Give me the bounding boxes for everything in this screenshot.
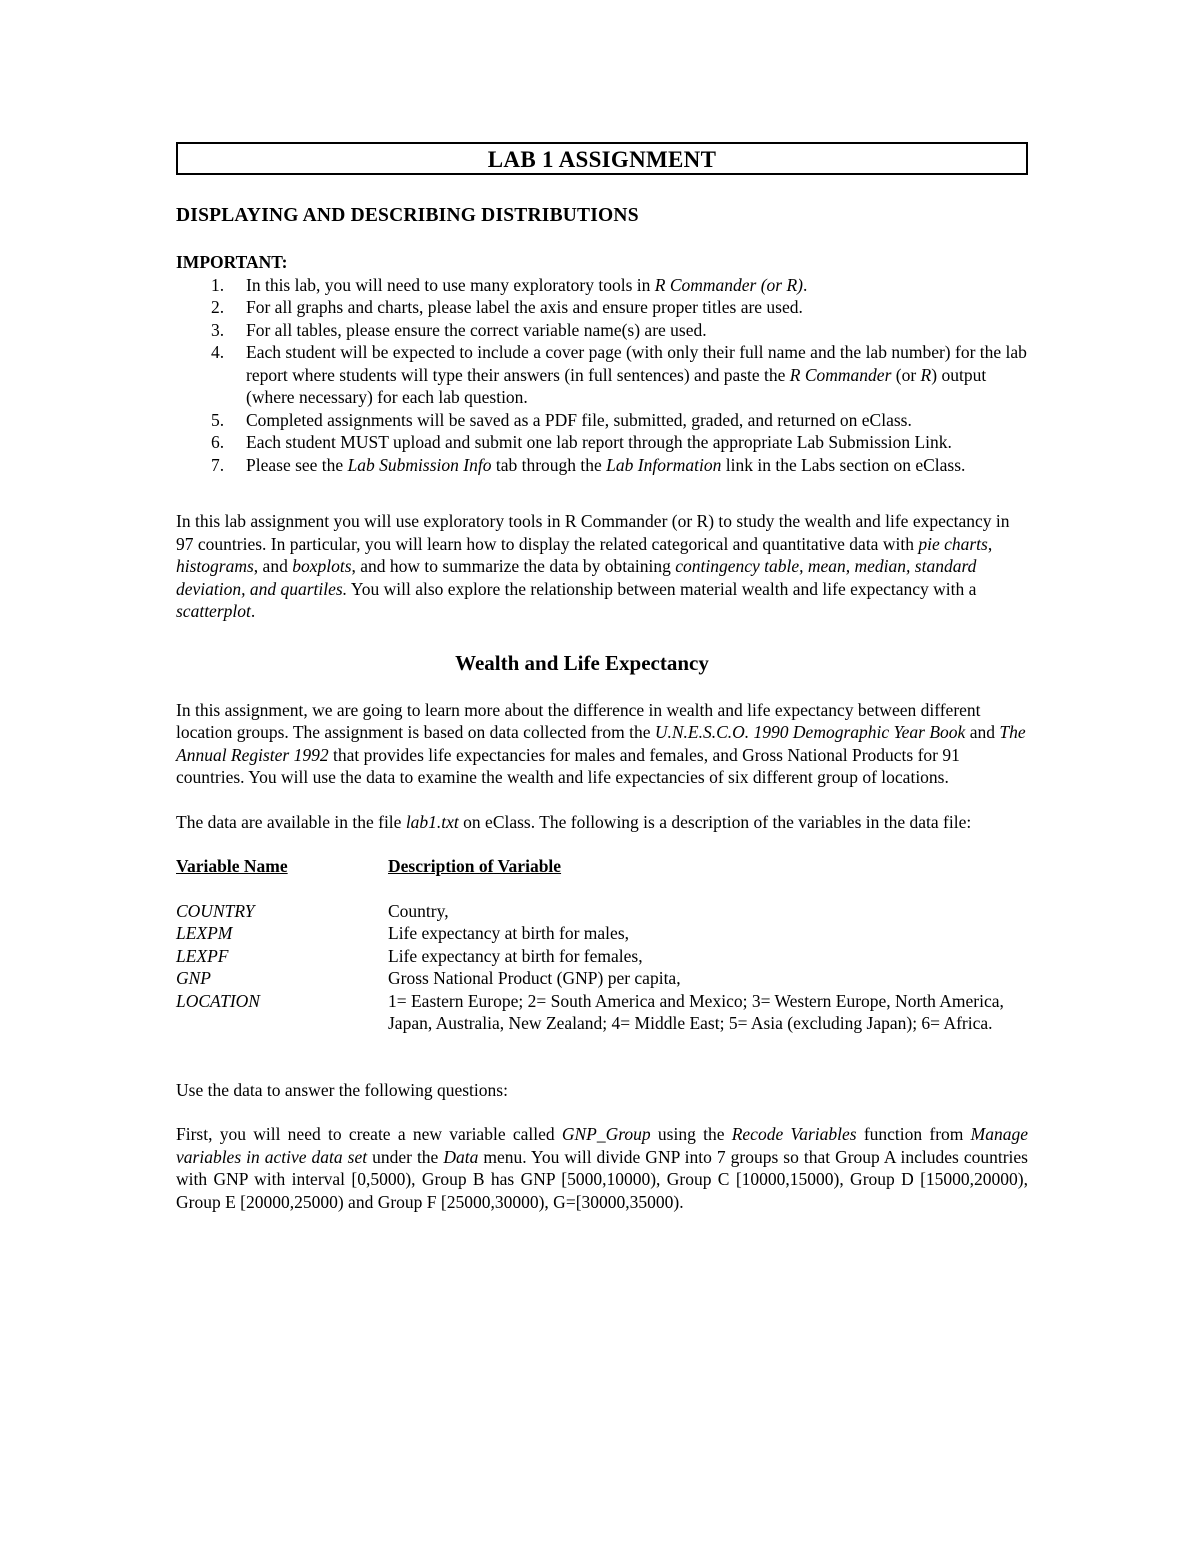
item-number: 1. (211, 274, 225, 295)
item-text: For all tables, please ensure the correct variable name(s) are used. (246, 319, 707, 340)
variable-name: COUNTRY (176, 900, 255, 921)
variable-name: GNP (176, 968, 211, 988)
important-item-6 (176, 431, 1028, 454)
questions-intro: Use the data to answer the following questions: (176, 1079, 508, 1100)
item-text-italic: R Commander (789, 364, 892, 385)
document-page (176, 142, 1028, 1213)
intro-paragraph: In this lab assignment you will use exploratory tools in R Commander (or R) to study the wealth and life expectancy in 97 countries. In particular, you will learn how to display the related categorical and quantitative data with pie charts, histograms, and boxplots, and how to summarize the data by obtaining contingency table, mean, median, standard deviation, and quartiles. You will also explore the relationship between material wealth and life expectancy with a scatterplot. (176, 511, 1010, 621)
item-text: ) output (where necessary) for each lab question. (246, 364, 987, 407)
header-description: Description of Variable (388, 856, 562, 876)
table-row (176, 900, 1028, 923)
variable-table-header (176, 855, 1028, 878)
section-heading: DISPLAYING AND DESCRIBING DISTRIBUTIONS (176, 205, 639, 226)
important-item-1 (176, 274, 1028, 297)
variable-rows (176, 900, 1028, 1035)
item-text: In this lab, you will need to use many exploratory tools in (246, 274, 655, 295)
header-variable-name: Variable Name (176, 856, 288, 876)
item-text: tab through the (491, 454, 607, 475)
item-text: Each student MUST upload and submit one lab report through the appropriate Lab Submission Link. (246, 432, 952, 452)
item-text: Each student will be expected to include a cover page (with only their full name and the lab number) for the lab report where students will type their answers (in full sentences) and paste the (246, 342, 1027, 385)
item-number: 6. (211, 432, 225, 452)
item-text: (or (891, 364, 921, 385)
item-number: 5. (211, 409, 225, 430)
item-text-italic: R (920, 364, 932, 385)
data-paragraph: The data are available in the file lab1.txt on eClass. The following is a description of the variables in the data file: (176, 811, 972, 832)
important-item-7 (176, 454, 1028, 477)
important-item-3 (176, 319, 1028, 342)
item-text-italic: Lab Submission Info (347, 454, 492, 475)
table-row (176, 990, 1028, 1035)
important-list (176, 274, 1028, 477)
variable-description: Life expectancy at birth for males, (388, 923, 630, 943)
item-number: 7. (211, 454, 225, 475)
variable-name: LEXPF (176, 945, 229, 966)
important-item-4 (176, 341, 1028, 409)
item-number: 2. (211, 297, 225, 317)
variable-description: 1= Eastern Europe; 2= South America and Mexico; 3= Western Europe, North America, Japan, Australia, New Zealand; 4= Middle East; 5= Asia (excluding Japan); 6= Africa. (388, 990, 1004, 1033)
table-row (176, 945, 1028, 968)
variable-description: Life expectancy at birth for females, (388, 945, 643, 966)
item-text-italic: Lab Information (606, 454, 722, 475)
item-text: For all graphs and charts, please label the axis and ensure proper titles are used. (246, 297, 803, 317)
important-item-5 (176, 409, 1028, 432)
table-row (176, 967, 1028, 990)
variable-description: Gross National Product (GNP) per capita, (388, 968, 681, 988)
table-row (176, 922, 1028, 945)
variable-name: LOCATION (176, 990, 260, 1011)
variable-description: Country, (388, 900, 449, 921)
variable-name: LEXPM (176, 923, 233, 943)
item-text: link in the Labs section on eClass. (721, 454, 966, 475)
important-label: IMPORTANT: (176, 252, 288, 272)
lab-title: LAB 1 ASSIGNMENT (176, 142, 1028, 175)
item-number: 3. (211, 319, 225, 340)
item-text: . (803, 274, 808, 295)
item-number: 4. (211, 342, 225, 362)
variable-table (176, 855, 1028, 1035)
assignment-paragraph: In this assignment, we are going to learn more about the difference in wealth and life expectancy between different location groups. The assignment is based on data collected from the U.N.E.S.C.O. 1990 Demographic Year Book and The Annual Register 1992 that provides life expectancies for males and females, and Gross National Products for 91 countries. You will use the data to examine the wealth and life expectancies of six different group of locations. (176, 699, 1026, 787)
item-text: Completed assignments will be saved as a PDF file, submitted, graded, and returned on eClass. (246, 409, 912, 430)
item-text: Please see the (246, 454, 348, 475)
item-text-italic: R Commander (or R) (654, 274, 804, 295)
wealth-title: Wealth and Life Expectancy (455, 650, 709, 675)
important-item-2 (176, 296, 1028, 319)
recode-paragraph: First, you will need to create a new variable called GNP_Group using the Recode Variables function from Manage variables in active data set under the Data menu. You will divide GNP into 7 groups so that Group A includes countries with GNP with interval [0,5000), Group B has GNP [5000,10000), Group C [10000,15000), Group D [15000,20000), Group E [20000,25000) and Group F [25000,30000), G=[30000,35000). (176, 1124, 1029, 1212)
